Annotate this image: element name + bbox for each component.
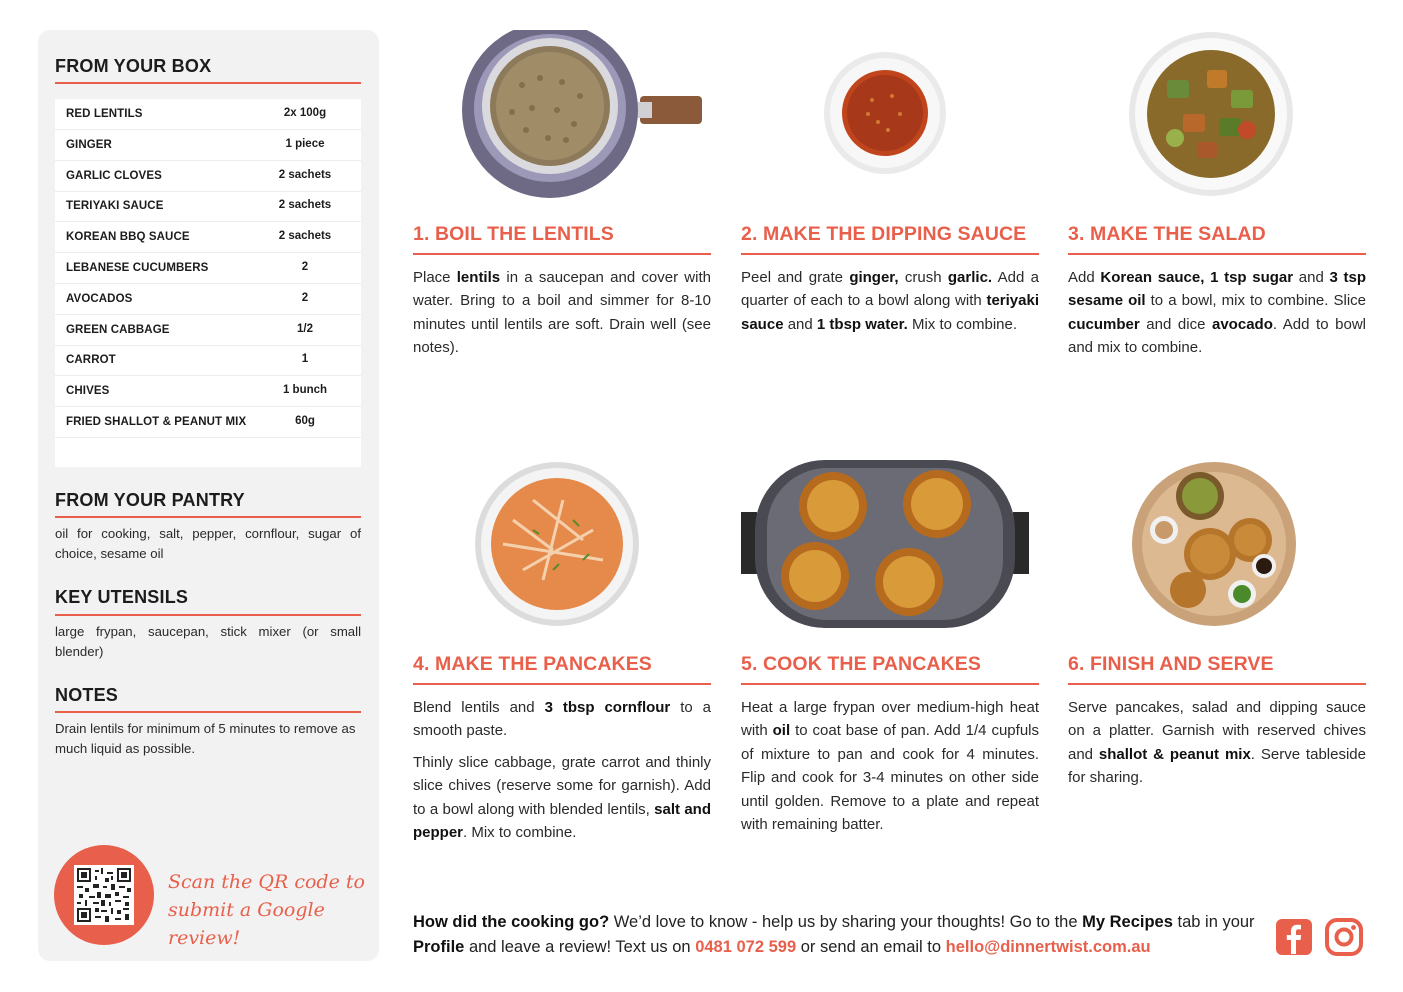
ingredient-name: TERIYAKI SAUCE	[66, 200, 164, 213]
text-run: and	[1293, 269, 1330, 286]
step-paragraph	[413, 266, 711, 360]
step-rule	[1068, 253, 1366, 255]
heading-rule	[55, 516, 361, 518]
text-run: Blend lentils and	[413, 699, 545, 716]
step-rule	[741, 253, 1039, 255]
ingredient-row	[55, 376, 361, 407]
step-body	[413, 696, 711, 844]
pantry-text: oil for cooking, salt, pepper, cornflour, sugar of choice, sesame oil	[55, 526, 361, 561]
ingredient-name: GINGER	[66, 138, 112, 151]
step-body	[1068, 266, 1366, 360]
text-run: Heat a large frypan over medium-high heat with	[741, 699, 1039, 740]
text-run: Peel and grate	[741, 269, 850, 286]
qr-caption-line: submit a Google review!	[168, 899, 325, 949]
ingredient-qty: 2	[301, 261, 309, 273]
ingredient-row	[55, 130, 361, 161]
qr-caption	[168, 868, 368, 952]
ingredient-qty: 2 sachets	[278, 168, 332, 181]
step-rule	[1068, 683, 1366, 685]
step-title: 3. MAKE THE SALAD	[1068, 223, 1266, 245]
text-run: cucumber	[1068, 315, 1140, 333]
step-title: 6. FINISH AND SERVE	[1068, 653, 1274, 675]
step-body	[741, 266, 1039, 336]
text-run: to a bowl, mix to combine. Slice	[1145, 292, 1366, 310]
step-body	[1068, 696, 1366, 790]
text-run: shallot & peanut mix	[1098, 745, 1251, 763]
frypan-pancakes-image	[741, 460, 1029, 628]
text-run: crush	[898, 269, 948, 286]
heading-rule	[55, 82, 361, 84]
step-paragraph	[741, 696, 1039, 836]
ingredient-qty: 2 sachets	[278, 230, 332, 243]
qr-caption-line: Scan the QR code to	[168, 871, 365, 893]
pancake-mix-image	[473, 460, 641, 628]
ingredient-qty: 60g	[295, 415, 315, 427]
ingredient-name: KOREAN BBQ SAUCE	[66, 231, 190, 244]
step-title: 5. COOK THE PANCAKES	[741, 653, 981, 675]
text-run: . Serve tableside for sharing.	[1068, 745, 1366, 787]
ingredient-row	[55, 191, 361, 222]
text-run: . Mix to combine.	[463, 824, 577, 842]
text-run: Profile	[413, 938, 465, 956]
step-body	[741, 696, 1039, 836]
step-paragraph	[413, 751, 711, 845]
text-run: 3 tsp sesame oil	[1068, 269, 1366, 310]
ingredient-row	[55, 315, 361, 346]
step-title: 2. MAKE THE DIPPING SAUCE	[741, 223, 1027, 245]
text-run: Place	[413, 269, 457, 286]
ingredient-qty: 2x 100g	[283, 107, 327, 119]
ingredient-qty: 1/2	[297, 322, 313, 335]
instagram-icon[interactable]	[1325, 918, 1363, 956]
ingredient-qty: 1 piece	[285, 137, 325, 150]
notes-text: Drain lentils for minimum of 5 minutes to remove as much liquid as possible.	[55, 721, 356, 756]
ingredient-row	[55, 407, 361, 438]
text-run: 1 tbsp water.	[816, 315, 908, 333]
ingredient-row	[55, 99, 361, 130]
text-run: to coat base of pan. Add 1/4 cupfuls of mixture to pan and cook for 4 minutes. Flip and cook for 3-4 minutes on other side until golden. Remove to a plate and repeat with remaining batter.	[741, 722, 1039, 834]
ingredient-qty: 1	[301, 353, 309, 366]
ingredient-name: LEBANESE CUCUMBERS	[66, 262, 209, 274]
ingredient-qty: 2	[301, 291, 309, 304]
pantry-heading: FROM YOUR PANTRY	[55, 490, 245, 510]
salad-bowl-image	[1127, 30, 1295, 198]
text-run: My Recipes	[1082, 913, 1173, 931]
text-run: and dice	[1139, 315, 1212, 333]
feedback-footer	[413, 910, 1263, 960]
text-run: in a saucepan and cover with water. Bring to a boil and simmer for 8-10 minutes until lentils are soft. Drain well (see notes).	[413, 269, 711, 357]
text-run: garlic.	[947, 269, 993, 286]
heading-rule	[55, 711, 361, 713]
ingredient-qty: 1 bunch	[282, 384, 328, 397]
text-run: Add a quarter of each to a bowl along with	[741, 269, 1039, 310]
dipping-sauce-image	[822, 50, 948, 176]
text-run: to a smooth paste.	[413, 699, 712, 740]
facebook-icon[interactable]	[1275, 918, 1313, 956]
text-run: Add	[1068, 269, 1101, 286]
ingredient-row	[55, 284, 361, 315]
step-paragraph	[741, 266, 1039, 336]
step-rule	[413, 683, 711, 685]
step-paragraph	[413, 696, 711, 743]
utensils-text: large frypan, saucepan, stick mixer (or small blender)	[55, 624, 361, 659]
contact-link[interactable]: hello@dinnertwist.com.au	[945, 938, 1151, 956]
step-title: 4. MAKE THE PANCAKES	[413, 653, 652, 675]
ingredient-row	[55, 345, 361, 376]
ingredient-name: RED LENTILS	[66, 108, 143, 120]
step-rule	[741, 683, 1039, 685]
text-run: and	[783, 315, 817, 333]
ingredient-qty: 2 sachets	[278, 199, 332, 212]
ingredient-name: GARLIC CLOVES	[66, 169, 162, 182]
text-run: Mix to combine.	[907, 315, 1018, 333]
step-paragraph	[1068, 696, 1366, 790]
ingredient-row	[55, 253, 361, 284]
text-run: avocado	[1212, 315, 1273, 333]
step-rule	[413, 253, 711, 255]
ingredient-row	[55, 161, 361, 192]
ingredients-sidebar	[38, 30, 379, 961]
text-run: tab in your	[1172, 913, 1255, 931]
text-run: How did the cooking go?	[413, 913, 610, 931]
ingredient-name: CARROT	[66, 354, 116, 367]
text-run: We’d love to know - help us by sharing your thoughts! Go to the	[609, 913, 1083, 931]
text-run: Korean sauce, 1 tsp sugar	[1100, 269, 1294, 286]
notes-heading: NOTES	[55, 685, 119, 705]
ingredient-row	[55, 222, 361, 253]
text-run: Serve pancakes, salad and dipping sauce on a platter. Garnish with reserved chives and	[1068, 699, 1366, 763]
text-run: . Add to bowl and mix to combine.	[1068, 315, 1366, 357]
step-title: 1. BOIL THE LENTILS	[413, 223, 614, 245]
step-body	[413, 266, 711, 360]
contact-link[interactable]: 0481 072 599	[695, 938, 797, 956]
ingredient-name: CHIVES	[66, 385, 110, 398]
ingredient-name: GREEN CABBAGE	[66, 323, 170, 336]
ingredient-name: FRIED SHALLOT & PEANUT MIX	[66, 416, 247, 428]
qr-code-icon[interactable]	[74, 865, 134, 925]
text-run: and leave a review! Text us on	[464, 938, 696, 956]
ingredients-table	[55, 99, 361, 467]
text-run: teriyaki sauce	[741, 292, 1039, 333]
lentils-sieve-image	[462, 30, 702, 198]
text-run: ginger,	[849, 269, 899, 286]
utensils-heading: KEY UTENSILS	[55, 587, 189, 607]
text-run: or send an email to	[796, 938, 946, 956]
text-run: lentils	[456, 269, 501, 286]
heading-rule	[55, 614, 361, 616]
text-run: 3 tbsp cornflour	[544, 699, 671, 716]
text-run: salt and pepper	[413, 800, 711, 842]
ingredient-name: AVOCADOS	[66, 292, 133, 305]
step-paragraph	[1068, 266, 1366, 360]
serving-platter-image	[1130, 460, 1300, 628]
qr-code-badge[interactable]	[54, 845, 154, 945]
text-run: oil	[772, 722, 791, 740]
text-run: Thinly slice cabbage, grate carrot and thinly slice chives (reserve some for garnish). Add to a bowl along with blended lentils,	[413, 753, 711, 818]
from-box-heading: FROM YOUR BOX	[55, 56, 212, 76]
